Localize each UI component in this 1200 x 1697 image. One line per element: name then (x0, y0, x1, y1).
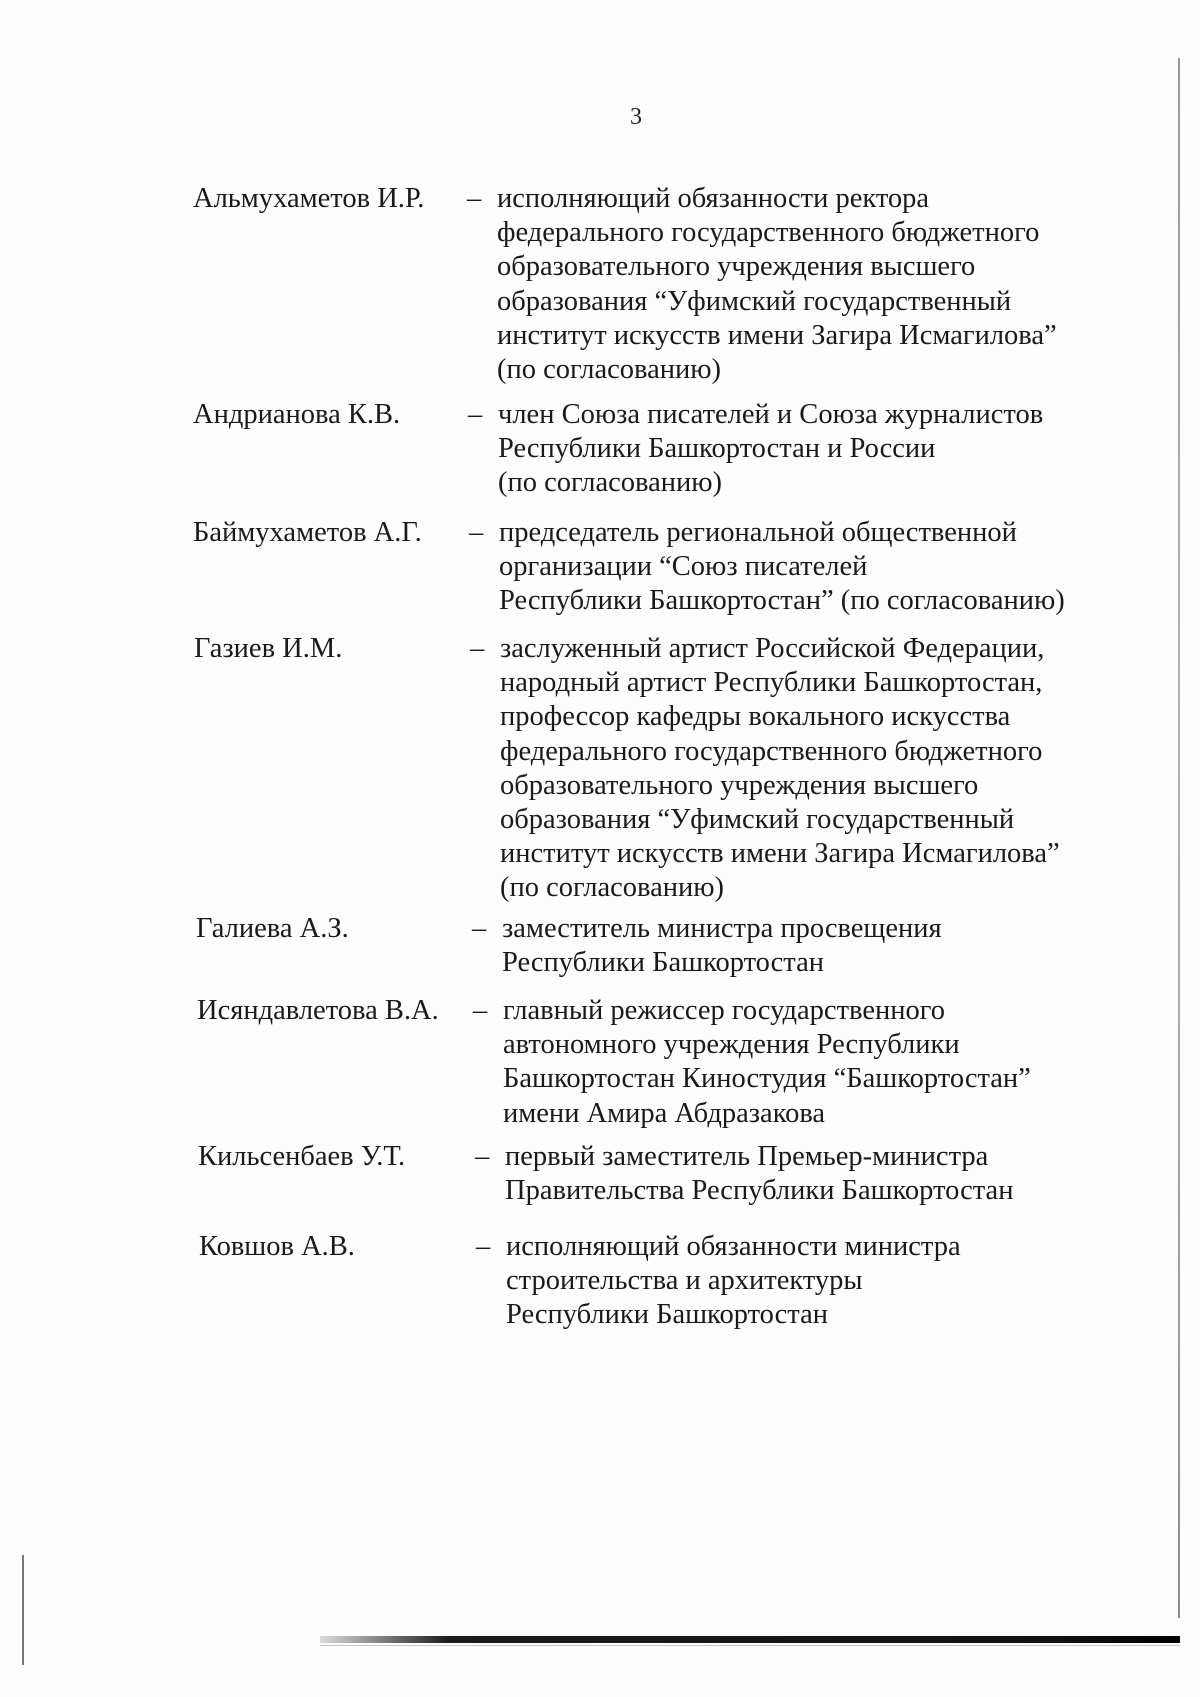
scan-edge-left (22, 1555, 24, 1665)
position-line: образования “Уфимский государственный (500, 804, 1015, 836)
position-line: федерального государственного бюджетного (497, 217, 1040, 249)
position-line: институт искусств имени Загира Исмагилова” (500, 838, 1060, 870)
member-name: Баймухаметов А.Г. (193, 517, 422, 548)
member-name: Кильсенбаев У.Т. (198, 1141, 406, 1172)
position-line: член Союза писателей и Союза журналистов (498, 399, 1044, 430)
position-line: Правительства Республики Башкортостан (505, 1175, 1014, 1207)
member-position (497, 182, 1057, 387)
member-position (503, 994, 1031, 1131)
position-line: образования “Уфимский государственный (497, 285, 1012, 317)
position-line: образовательного учреждения высшего (500, 769, 979, 801)
member-name: Исяндавлетова В.А. (197, 995, 439, 1026)
position-line: Республики Башкортостан (506, 1299, 828, 1331)
position-line: строительства и архитектуры (506, 1265, 863, 1297)
dash-separator: – (473, 995, 488, 1026)
position-line: главный режиссер государственного (503, 995, 945, 1026)
position-line: народный артист Республики Башкортостан, (500, 667, 1043, 699)
position-line: Республики Башкортостан и России (498, 433, 936, 465)
page-number: 3 (630, 104, 642, 130)
scan-edge-right (1178, 58, 1180, 1618)
position-line: Республики Башкортостан (502, 947, 824, 979)
position-line: Башкортостан Киностудия “Башкортостан” (503, 1063, 1031, 1095)
position-line: (по согласованию) (497, 354, 722, 386)
position-line: федерального государственного бюджетного (500, 735, 1043, 767)
member-name: Альмухаметов И.Р. (193, 183, 425, 214)
dash-separator: – (470, 633, 485, 664)
member-position (498, 398, 1043, 501)
position-line: профессор кафедры вокального искусства (500, 701, 1011, 733)
member-name: Галиева А.З. (196, 913, 349, 944)
position-line: институт искусств имени Загира Исмагилова” (497, 319, 1057, 351)
member-name: Ковшов А.В. (199, 1231, 355, 1262)
dash-separator: – (469, 517, 484, 548)
dash-separator: – (472, 913, 487, 944)
position-line: (по согласованию) (500, 872, 725, 904)
position-line: заместитель министра просвещения (502, 913, 942, 944)
position-line: образовательного учреждения высшего (497, 251, 976, 283)
position-line: (по согласованию) (498, 467, 723, 499)
position-line: Республики Башкортостан” (по согласованию) (499, 585, 1065, 617)
position-line: исполняющий обязанности ректора (497, 183, 930, 214)
dash-separator: – (467, 183, 482, 214)
member-position (502, 912, 942, 980)
member-name: Андрианова К.В. (193, 399, 401, 430)
position-line: первый заместитель Премьер-министра (505, 1141, 989, 1172)
member-position (500, 632, 1060, 906)
member-position (505, 1140, 1013, 1208)
position-line: организации “Союз писателей (499, 551, 868, 583)
position-line: заслуженный артист Российской Федерации, (500, 633, 1045, 664)
scan-bottom-line (320, 1645, 1180, 1646)
position-line: имени Амира Абдразакова (503, 1097, 826, 1129)
position-line: председатель региональной общественной (499, 517, 1017, 548)
member-name: Газиев И.М. (194, 633, 343, 664)
dash-separator: – (475, 1141, 490, 1172)
member-position (499, 516, 1065, 619)
position-line: автономного учреждения Республики (503, 1029, 960, 1061)
dash-separator: – (468, 399, 483, 430)
member-position (506, 1230, 961, 1333)
position-line: исполняющий обязанности министра (506, 1231, 961, 1262)
scan-bottom-bar (320, 1636, 1180, 1643)
dash-separator: – (476, 1231, 491, 1262)
